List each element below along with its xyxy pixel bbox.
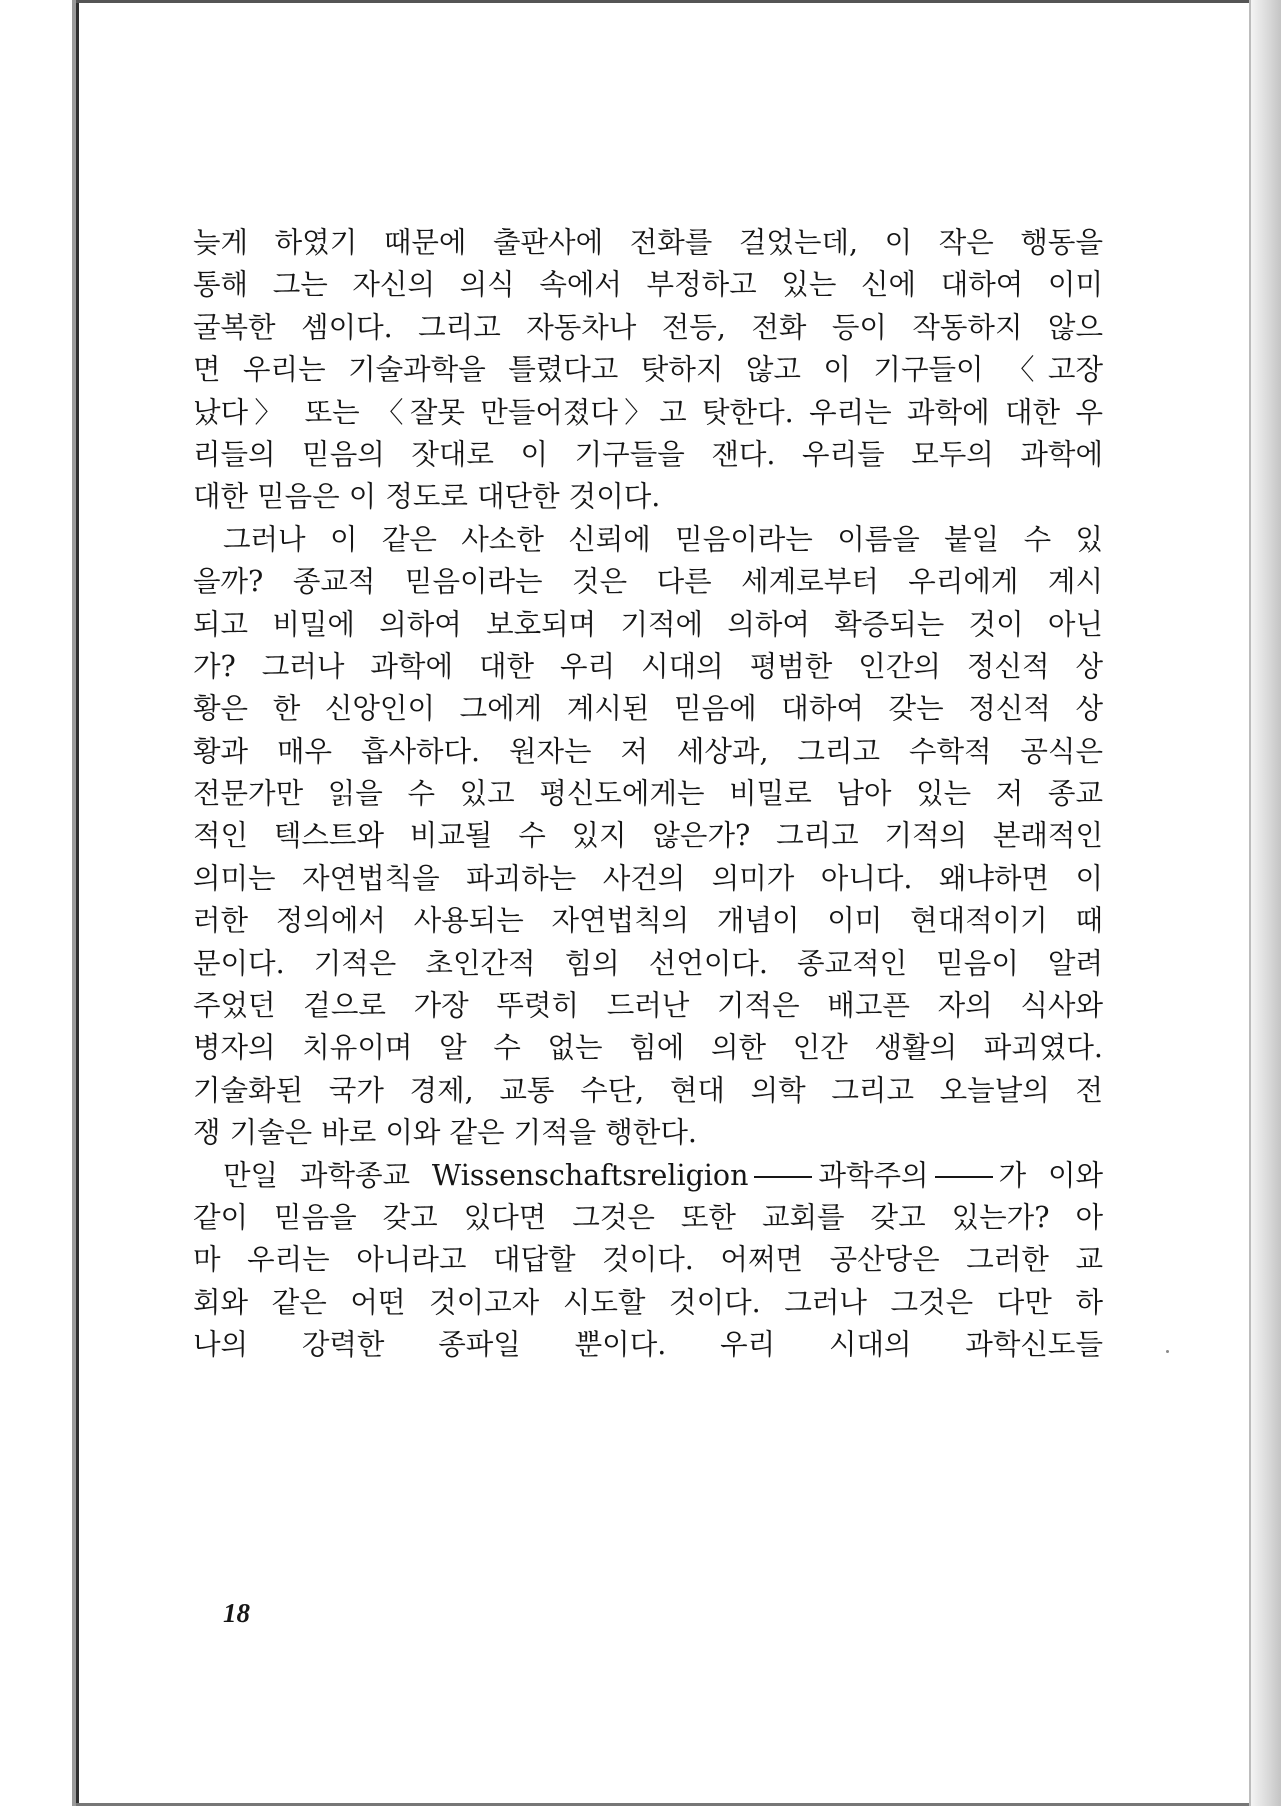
text-line: 대한 믿음은 이 정도로 대단한 것이다. <box>193 480 661 514</box>
page-left-edge <box>76 0 79 1806</box>
text-line: 기술화된 국가 경제, 교통 수단, 현대 의학 그리고 오늘날의 전 <box>193 1073 1103 1107</box>
line-segment: 과학주의 <box>818 1158 929 1192</box>
page-number: 18 <box>223 1598 250 1628</box>
em-dash <box>754 1176 812 1178</box>
paragraph-start-line <box>193 1155 1103 1197</box>
text-line: 나의 강력한 종파일 뿐이다. 우리 시대의 과학신도들 <box>193 1328 1103 1362</box>
text-line: 전문가만 읽을 수 있고 평신도에게는 비밀로 남아 있는 저 종교 <box>193 777 1103 811</box>
text-line: 적인 텍스트와 비교될 수 있지 않은가? 그리고 기적의 본래적인 <box>193 819 1103 853</box>
line-segment: 만일 과학종교 <box>223 1158 411 1192</box>
text-line: 문이다. 기적은 초인간적 힘의 선언이다. 종교적인 믿음이 알려 <box>193 946 1103 980</box>
text-line: 주었던 겉으로 가장 뚜렷히 드러난 기적은 배고픈 자의 식사와 <box>193 989 1103 1023</box>
text-line: 되고 비밀에 의하여 보호되며 기적에 의하여 확증되는 것이 아닌 <box>193 607 1103 641</box>
page-top-edge <box>76 0 1251 3</box>
text-line: 같이 믿음을 갖고 있다면 그것은 또한 교회를 갖고 있는가? 아 <box>193 1200 1103 1234</box>
page-right-gutter <box>1251 0 1281 1806</box>
scan-speck <box>1166 1350 1169 1353</box>
text-line: 쟁 기술은 바로 이와 같은 기적을 행한다. <box>193 1116 697 1150</box>
text-line: 통해 그는 자신의 의식 속에서 부정하고 있는 신에 대하여 이미 <box>193 268 1103 302</box>
body-text <box>193 222 1103 1367</box>
text-line: 병자의 치유이며 알 수 없는 힘에 의한 인간 생활의 파괴였다. <box>193 1031 1103 1065</box>
text-line: 회와 같은 어떤 것이고자 시도할 것이다. 그러나 그것은 다만 하 <box>193 1285 1103 1319</box>
text-line: 을까? 종교적 믿음이라는 것은 다른 세계로부터 우리에게 계시 <box>193 565 1103 599</box>
line-segment: 가 이와 <box>998 1158 1104 1192</box>
text-line: 났다〉 또는 〈잘못 만들어졌다〉고 탓한다. 우리는 과학에 대한 우 <box>193 395 1103 429</box>
text-line: 굴복한 셈이다. 그리고 자동차나 전등, 전화 등이 작동하지 않으 <box>193 310 1103 344</box>
text-line: 마 우리는 아니라고 대답할 것이다. 어쩌면 공산당은 그러한 교 <box>193 1243 1103 1277</box>
em-dash <box>935 1176 993 1178</box>
text-line: 황과 매우 흡사하다. 원자는 저 세상과, 그리고 수학적 공식은 <box>193 734 1103 768</box>
text-line: 늦게 하였기 때문에 출판사에 전화를 걸었는데, 이 작은 행동을 <box>193 226 1103 259</box>
text-line: 면 우리는 기술과학을 틀렸다고 탓하지 않고 이 기구들이 〈고장 <box>193 353 1103 387</box>
text-line: 황은 한 신앙인이 그에게 계시된 믿음에 대하여 갖는 정신적 상 <box>193 692 1103 726</box>
text-line: 가? 그러나 과학에 대한 우리 시대의 평범한 인간의 정신적 상 <box>193 649 1103 683</box>
german-term: Wissenschaftsreligion <box>431 1158 749 1192</box>
text-line: 의미는 자연법칙을 파괴하는 사건의 의미가 아니다. 왜냐하면 이 <box>193 861 1103 895</box>
text-line: 러한 정의에서 사용되는 자연법칙의 개념이 이미 현대적이기 때 <box>193 904 1103 938</box>
paragraph-start-line: 그러나 이 같은 사소한 신뢰에 믿음이라는 이름을 붙일 수 있 <box>223 522 1103 556</box>
text-line: 리들의 믿음의 잣대로 이 기구들을 잰다. 우리들 모두의 과학에 <box>193 437 1103 471</box>
